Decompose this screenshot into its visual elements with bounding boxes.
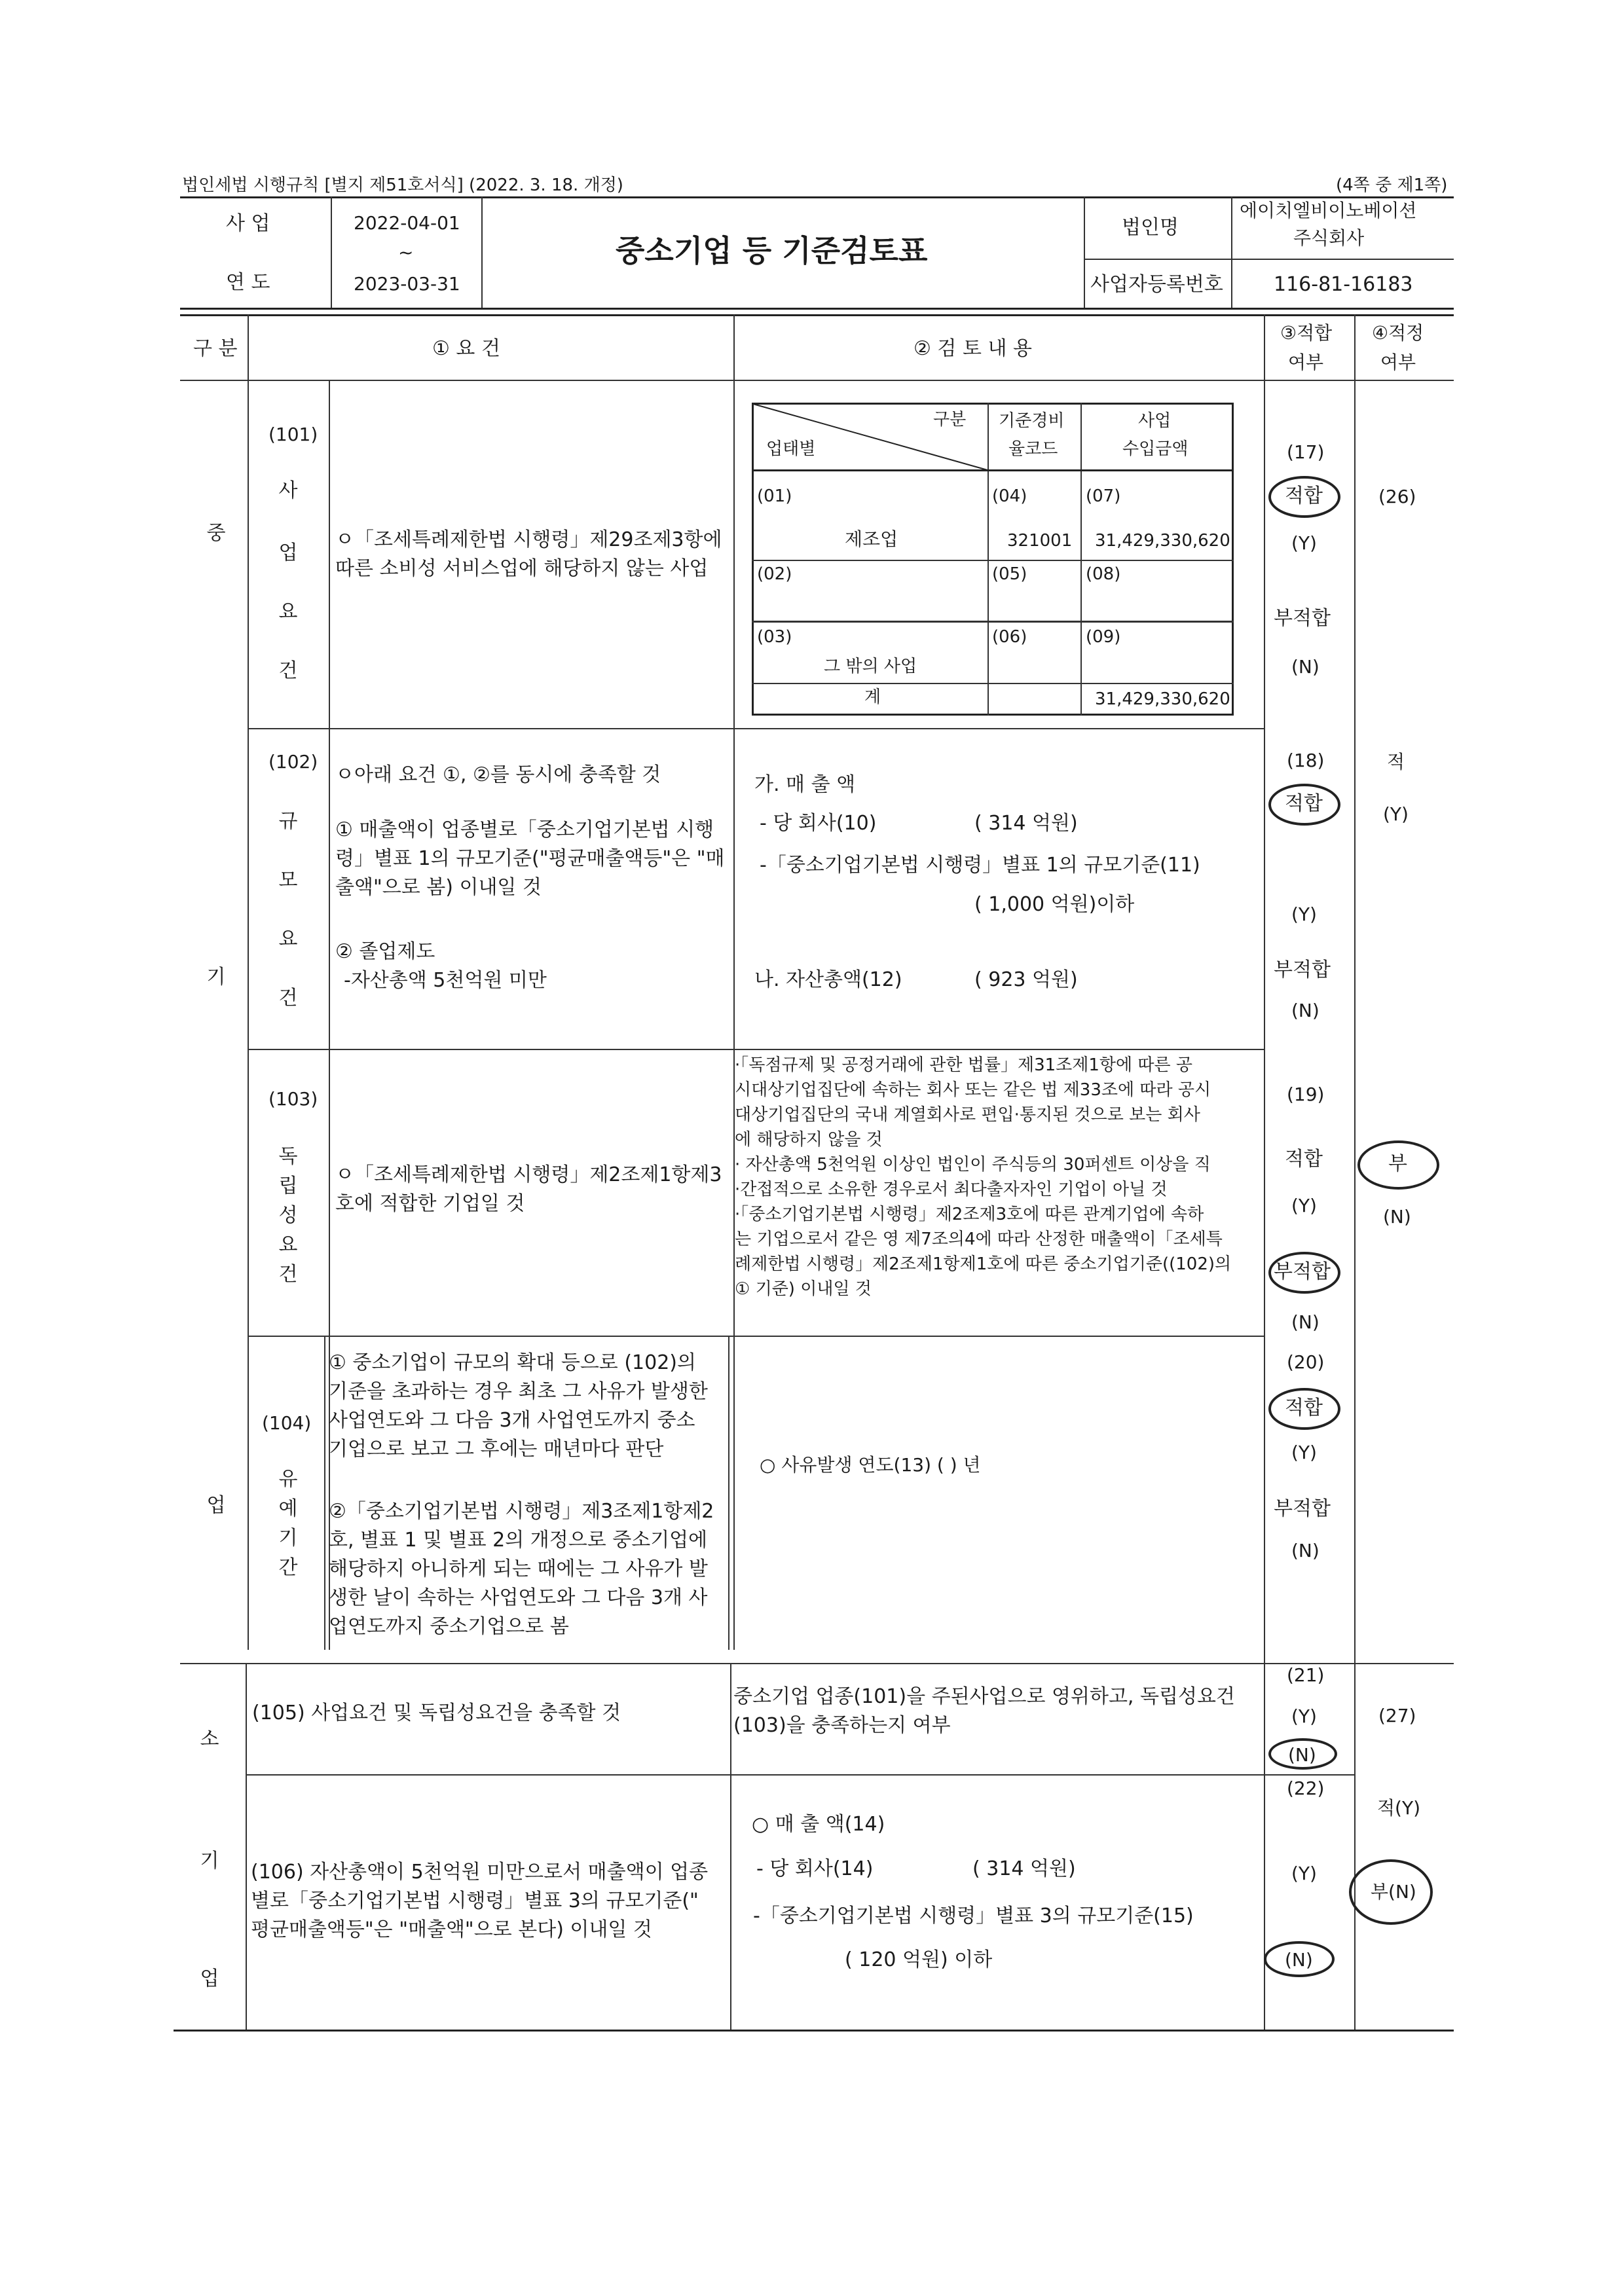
col-fit-1: ③적합 bbox=[1280, 322, 1333, 344]
row103-req-2: 호에 적합한 기업일 것 bbox=[335, 1192, 525, 1215]
row103-rev-1: 시대상기업집단에 속하는 회사 또는 같은 법 제33조에 따라 공시 bbox=[735, 1080, 1211, 1100]
tbl-r1-code: (01) bbox=[757, 486, 792, 506]
col-gubun: 구 분 bbox=[193, 337, 238, 360]
row104-req1-1: 기준을 초과하는 경우 최초 그 사유가 발생한 bbox=[329, 1380, 708, 1403]
row101-code: (101) bbox=[268, 424, 318, 445]
row103-v5: 건 bbox=[278, 1263, 298, 1286]
row102-req-2-l1: ② 졸업제도 bbox=[335, 940, 435, 963]
row102-req-1-l1: ① 매출액이 업종별로「중소기업기본법 시행 bbox=[335, 818, 714, 841]
row104-v4: 간 bbox=[278, 1556, 298, 1579]
period-start: 2022-04-01 bbox=[354, 212, 460, 234]
row104-req2-2: 해당하지 아니하게 되는 때에는 그 사유가 발 bbox=[329, 1558, 708, 1580]
bizno-value: 116-81-16183 bbox=[1274, 273, 1413, 296]
side-jung: 중 bbox=[206, 522, 226, 545]
row103-req-1: ㅇ「조세특례제한법 시행령」제2조제1항제3 bbox=[335, 1163, 722, 1186]
row104-fit-yes: 적합 bbox=[1285, 1396, 1323, 1419]
tbl-r3-c3code: (09) bbox=[1086, 627, 1121, 647]
row103-fit-no: 부적합 bbox=[1274, 1260, 1331, 1283]
row106-fit-n: (N) bbox=[1285, 1949, 1313, 1971]
row102-fit-code: (18) bbox=[1287, 750, 1325, 771]
row106-rev-1-label: - 당 회사(14) bbox=[756, 1857, 874, 1880]
row104-req2-4: 업연도까지 중소기업으로 봄 bbox=[329, 1615, 569, 1638]
row106-fit-y: (Y) bbox=[1291, 1863, 1317, 1884]
tbl-r2-c3code: (08) bbox=[1086, 564, 1121, 584]
row103-fit-yes: 적합 bbox=[1285, 1148, 1323, 1171]
row104-v1: 유 bbox=[278, 1468, 298, 1491]
row104-req1-2: 사업연도와 그 다음 3개 사업연도까지 중소 bbox=[329, 1409, 695, 1432]
row106-req-1: (106) 자산총액이 5천억원 미만으로서 매출액이 업종 bbox=[251, 1861, 709, 1884]
tbl-r1-name: 제조업 bbox=[845, 528, 898, 550]
side-gi: 기 bbox=[206, 966, 226, 989]
row105-fit-y: (Y) bbox=[1291, 1705, 1317, 1727]
row105-req: (105) 사업요건 및 독립성요건을 충족할 것 bbox=[252, 1702, 621, 1724]
row106-rev-2: -「중소기업기본법 시행령」별표 3의 규모기준(15) bbox=[753, 1904, 1194, 1927]
row106-final-1: 적(Y) bbox=[1377, 1797, 1420, 1819]
row103-code: (103) bbox=[268, 1088, 318, 1110]
side-gi-2: 기 bbox=[200, 1850, 219, 1872]
row104-fit-no: 부적합 bbox=[1274, 1497, 1331, 1520]
row102-req-2-l2: -자산총액 5천억원 미만 bbox=[344, 969, 547, 992]
row106-req-3: 평균매출액등"은 "매출액"으로 본다) 이내일 것 bbox=[251, 1918, 652, 1941]
row102-rev-a2-label: -「중소기업기본법 시행령」별표 1의 규모기준(11) bbox=[760, 854, 1200, 877]
tbl-col2-1: 기준경비 bbox=[999, 411, 1065, 431]
corp-name-label: 법인명 bbox=[1122, 216, 1179, 239]
row101-v1: 사 bbox=[278, 479, 298, 502]
row102-fit-y: (Y) bbox=[1291, 903, 1317, 925]
page-reference: (4쪽 중 제1쪽) bbox=[1336, 175, 1448, 195]
row101-final-code: (26) bbox=[1378, 486, 1416, 507]
row102-req-1-l2: 령」별표 1의 규모기준("평균매출액등"은 "매 bbox=[335, 847, 725, 870]
col-final-2: 여부 bbox=[1380, 352, 1416, 373]
row101-v3: 요 bbox=[278, 600, 298, 623]
bizno-label: 사업자등록번호 bbox=[1090, 273, 1223, 296]
corp-name-line2: 주식회사 bbox=[1293, 227, 1365, 249]
row103-rev-7: 는 기업으로서 같은 영 제7조의4에 따라 산정한 매출액이「조세특 bbox=[735, 1230, 1223, 1249]
corp-name-line1: 에이치엘비이노베이션 bbox=[1240, 200, 1417, 221]
row104-req1-3: 기업으로 보고 그 후에는 매년마다 판단 bbox=[329, 1438, 664, 1461]
row102-v2: 모 bbox=[278, 869, 298, 892]
tbl-industry: 업태별 bbox=[766, 439, 816, 459]
row104-fit-code: (20) bbox=[1287, 1351, 1325, 1373]
row106-rev-1-value: ( 314 억원) bbox=[972, 1857, 1076, 1880]
row105-rev-2: (103)을 충족하는지 여부 bbox=[733, 1714, 951, 1737]
tbl-r1-c3code: (07) bbox=[1086, 486, 1121, 506]
row105-rev-1: 중소기업 업종(101)을 주된사업으로 영위하고, 독립성요건 bbox=[733, 1685, 1235, 1708]
row102-rev-a1-label: - 당 회사(10) bbox=[760, 812, 877, 835]
row102-fit-n: (N) bbox=[1291, 1000, 1320, 1021]
row104-req2-0: ②「중소기업기본법 시행령」제3조제1항제2 bbox=[329, 1500, 714, 1523]
tbl-r3-c2code: (06) bbox=[992, 627, 1027, 647]
row102-v1: 규 bbox=[278, 810, 298, 833]
tbl-r1-c2: 321001 bbox=[1007, 531, 1073, 551]
col-review: ② 검 토 내 용 bbox=[913, 337, 1032, 360]
row103-fit-y: (Y) bbox=[1291, 1195, 1317, 1216]
tbl-r2-c2code: (05) bbox=[992, 564, 1027, 584]
row106-final-2: 부(N) bbox=[1371, 1881, 1416, 1903]
col-fit-2: 여부 bbox=[1288, 352, 1324, 373]
row103-rev-3: 에 해당하지 않을 것 bbox=[735, 1130, 883, 1150]
tbl-col2-2: 율코드 bbox=[1008, 439, 1058, 459]
col-requirement: ① 요 건 bbox=[432, 337, 500, 360]
side-so: 소 bbox=[200, 1728, 219, 1751]
row105-fit-n: (N) bbox=[1288, 1744, 1316, 1766]
row103-v3: 성 bbox=[278, 1204, 298, 1227]
row103-rev-6: ·「중소기업기본법 시행령」제2조제3호에 따른 관계기업에 속하 bbox=[735, 1205, 1204, 1224]
side-eop: 업 bbox=[206, 1494, 226, 1517]
row104-rev: ○ 사유발생 연도(13) ( ) 년 bbox=[760, 1454, 981, 1476]
row101-fit-n: (N) bbox=[1291, 656, 1320, 678]
tbl-gubun: 구분 bbox=[933, 410, 967, 429]
row101-v4: 건 bbox=[278, 659, 298, 682]
row102-rev-b-label: 나. 자산총액(12) bbox=[754, 968, 902, 991]
row103-rev-8: 례제한법 시행령」제2조제1항제1호에 따른 중소기업기준((102)의 bbox=[735, 1254, 1232, 1274]
col-final-1: ④적정 bbox=[1372, 322, 1424, 344]
row103-final-1: 부 bbox=[1388, 1152, 1407, 1175]
tbl-total-label: 계 bbox=[864, 687, 881, 707]
tbl-r2-code: (02) bbox=[757, 564, 792, 584]
row101-fit-yes: 적합 bbox=[1285, 484, 1323, 507]
row103-rev-0: ·「독점규제 및 공정거래에 관한 법률」제31조제1항에 따른 공 bbox=[735, 1055, 1193, 1075]
row102-req-1-l3: 출액"으로 봄) 이내일 것 bbox=[335, 876, 542, 899]
row104-fit-y: (Y) bbox=[1291, 1442, 1317, 1463]
row103-final-2: (N) bbox=[1383, 1206, 1411, 1228]
row103-fit-code: (19) bbox=[1287, 1084, 1325, 1105]
tbl-r3-code: (03) bbox=[757, 627, 792, 647]
row101-req-2: 따른 소비성 서비스업에 해당하지 않는 사업 bbox=[335, 557, 709, 580]
tbl-col3-1: 사업 bbox=[1138, 411, 1172, 431]
tbl-col3-2: 수입금액 bbox=[1122, 439, 1189, 459]
page-title: 중소기업 등 기준검토표 bbox=[616, 233, 928, 268]
row104-req1-0: ① 중소기업이 규모의 확대 등으로 (102)의 bbox=[329, 1351, 696, 1374]
row102-rev-b-value: ( 923 억원) bbox=[974, 968, 1078, 991]
row101-fit-code: (17) bbox=[1287, 441, 1325, 463]
row102-final-1: 적 bbox=[1387, 751, 1405, 773]
period-end: 2023-03-31 bbox=[354, 273, 460, 295]
row102-req-intro: ㅇ아래 요건 ①, ②를 동시에 충족할 것 bbox=[335, 763, 661, 786]
row103-rev-5: ·간접적으로 소유한 경우로서 최다출자자인 기업이 아닐 것 bbox=[735, 1180, 1168, 1199]
row101-v2: 업 bbox=[278, 541, 298, 564]
row105-final-code: (27) bbox=[1378, 1705, 1416, 1726]
tbl-r1-c3: 31,429,330,620 bbox=[1095, 531, 1230, 551]
row101-fit-y: (Y) bbox=[1291, 532, 1317, 554]
row106-rev-3: ( 120 억원) 이하 bbox=[845, 1948, 993, 1971]
row104-fit-n: (N) bbox=[1291, 1540, 1320, 1561]
row103-fit-n: (N) bbox=[1291, 1311, 1320, 1333]
row104-v3: 기 bbox=[278, 1527, 298, 1550]
row102-rev-a: 가. 매 출 액 bbox=[754, 773, 856, 796]
row102-code: (102) bbox=[268, 751, 318, 773]
row104-req2-1: 호, 별표 1 및 별표 2의 개정으로 중소기업에 bbox=[329, 1529, 708, 1552]
row101-fit-no: 부적합 bbox=[1274, 607, 1331, 630]
row102-fit-yes: 적합 bbox=[1285, 792, 1323, 815]
row103-v1: 독 bbox=[278, 1145, 298, 1168]
row106-fit-code: (22) bbox=[1287, 1777, 1325, 1799]
row104-v2: 예 bbox=[278, 1497, 298, 1520]
row103-rev-4: · 자산총액 5천억원 이상인 법인이 주식등의 30퍼센트 이상을 직 bbox=[735, 1155, 1211, 1175]
row104-req2-3: 생한 날이 속하는 사업연도와 그 다음 3개 사 bbox=[329, 1586, 708, 1609]
year-label-1: 사 업 bbox=[226, 212, 270, 235]
row104-code: (104) bbox=[262, 1412, 312, 1434]
tbl-total-value: 31,429,330,620 bbox=[1095, 689, 1230, 709]
row103-v4: 요 bbox=[278, 1233, 298, 1256]
tbl-r3-name: 그 밖의 사업 bbox=[824, 657, 917, 676]
law-reference: 법인세법 시행규칙 [별지 제51호서식] (2022. 3. 18. 개정) bbox=[182, 175, 623, 195]
row102-v4: 건 bbox=[278, 987, 298, 1010]
tbl-r1-c2code: (04) bbox=[992, 486, 1027, 506]
row102-fit-no: 부적합 bbox=[1274, 958, 1331, 981]
row101-req-1: ㅇ「조세특례제한법 시행령」제29조제3항에 bbox=[335, 528, 722, 551]
period-tilde: ~ bbox=[398, 242, 414, 263]
row103-rev-9: ① 기준) 이내일 것 bbox=[735, 1279, 872, 1299]
side-eop-2: 업 bbox=[200, 1967, 219, 1990]
row102-v3: 요 bbox=[278, 928, 298, 951]
row106-req-2: 별로「중소기업기본법 시행령」별표 3의 규모기준(" bbox=[251, 1889, 699, 1912]
row102-rev-a2-value: ( 1,000 억원)이하 bbox=[974, 893, 1135, 916]
row102-final-2: (Y) bbox=[1383, 803, 1409, 825]
row103-v2: 립 bbox=[278, 1175, 298, 1197]
row106-rev-title: ○ 매 출 액(14) bbox=[752, 1813, 885, 1836]
row102-rev-a1-value: ( 314 억원) bbox=[974, 812, 1078, 835]
row105-fit-code: (21) bbox=[1287, 1664, 1325, 1686]
year-label-2: 연 도 bbox=[226, 271, 270, 294]
row103-rev-2: 대상기업집단의 국내 계열회사로 편입·통지된 것으로 보는 회사 bbox=[735, 1105, 1200, 1125]
